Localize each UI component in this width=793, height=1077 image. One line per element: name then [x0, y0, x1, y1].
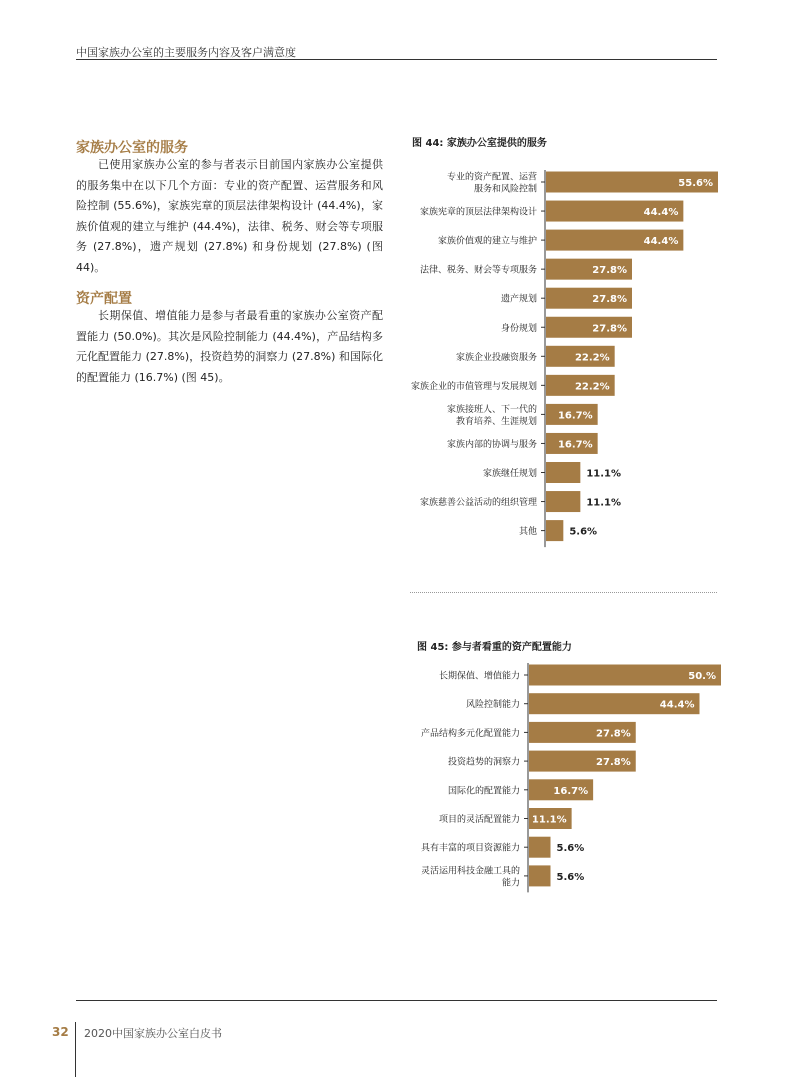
category-label: 教育培养、生涯规划 — [455, 416, 537, 427]
value-label: 5.6% — [569, 526, 598, 538]
figure-44-title: 图 44: 家族办公室提供的服务 — [412, 138, 547, 149]
value-label: 27.8% — [592, 294, 627, 306]
page-number: 32 — [52, 1025, 69, 1039]
footer-rule — [76, 1000, 717, 1001]
category-label: 家族慈善公益活动的组织管理 — [419, 498, 537, 509]
footer-divider — [75, 1022, 76, 1077]
section-body-asset-allocation: 长期保值、增值能力是参与者最看重的家族办公室资产配置能力 (50.0%)。其次是风险控制能力 (44.4%)，产品结构多元化配置能力 (27.8%)，投资趋势的洞察力 (27.8%) 和国际化的配置能力 (16.7%) (图 45)。 — [76, 309, 383, 384]
value-label: 44.4% — [659, 699, 695, 711]
category-label: 风险控制能力 — [465, 700, 520, 711]
bar — [529, 865, 551, 886]
figure-45-title: 图 45: 参与者看重的资产配置能力 — [417, 642, 572, 653]
value-label: 16.7% — [557, 439, 593, 451]
section-heading-asset-allocation: 资产配置 — [76, 291, 132, 307]
value-label: 5.6% — [556, 843, 585, 855]
category-label: 家族企业的市值管理与发展规划 — [410, 381, 537, 392]
value-label: 27.8% — [592, 265, 627, 277]
category-label: 家族继任规划 — [482, 469, 537, 479]
section-heading-services: 家族办公室的服务 — [76, 140, 188, 156]
value-label: 11.1% — [586, 497, 622, 509]
category-label: 项目的灵活配置能力 — [438, 815, 520, 825]
value-label: 22.2% — [574, 352, 610, 364]
category-label: 家族宪章的顶层法律架构设计 — [419, 207, 537, 218]
category-label: 国际化的配置能力 — [447, 786, 520, 797]
value-label: 11.1% — [531, 814, 567, 826]
category-label: 服务和风险控制 — [473, 184, 537, 195]
value-label: 50.% — [688, 671, 716, 682]
category-label: 能力 — [501, 878, 520, 889]
value-label: 44.4% — [643, 236, 679, 248]
category-label: 产品结构多元化配置能力 — [420, 728, 520, 739]
bar — [529, 837, 551, 858]
value-label: 55.6% — [678, 178, 713, 189]
category-label: 其他 — [518, 527, 537, 538]
category-label: 家族价值观的建立与维护 — [437, 236, 537, 247]
value-label: 11.1% — [586, 468, 622, 480]
category-label: 法律、税务、财会等专项服务 — [419, 265, 537, 276]
running-header: 中国家族办公室的主要服务内容及客户满意度 — [76, 46, 296, 59]
category-label: 遗产规划 — [500, 294, 537, 305]
footer-publication-title: 2020中国家族办公室白皮书 — [84, 1027, 222, 1040]
value-label: 44.4% — [643, 207, 679, 219]
category-label: 家族接班人、下一代的 — [446, 404, 537, 415]
value-label: 27.8% — [592, 323, 627, 335]
value-label: 22.2% — [574, 381, 610, 393]
category-label: 身份规划 — [500, 323, 537, 334]
category-label: 灵活运用科技金融工具的 — [420, 866, 520, 877]
category-label: 专业的资产配置、运营 — [446, 172, 537, 183]
category-label: 投资趋势的洞察力 — [447, 757, 520, 768]
category-label: 长期保值、增值能力 — [438, 671, 520, 682]
category-label: 家族企业投融资服务 — [455, 352, 537, 363]
value-label: 27.8% — [596, 757, 631, 769]
section-body-services: 已使用家族办公室的参与者表示目前国内家族办公室提供的服务集中在以下几个方面：专业的资产配置、运营服务和风险控制 (55.6%)，家族宪章的顶层法律架构设计 (44.4%)，家族价值观的建立与维护 (44.4%)，法律、税务、财会等专项服务 (27.8%)，遗产规划 (27.8%) 和身份规划 (27.8%) (图 44)。 — [76, 158, 383, 274]
value-label: 27.8% — [596, 728, 631, 740]
value-label: 16.7% — [553, 785, 589, 797]
value-label: 5.6% — [556, 871, 585, 883]
value-label: 16.7% — [557, 410, 593, 422]
category-label: 家族内部的协调与服务 — [446, 439, 537, 450]
category-label: 具有丰富的项目资源能力 — [420, 843, 520, 854]
